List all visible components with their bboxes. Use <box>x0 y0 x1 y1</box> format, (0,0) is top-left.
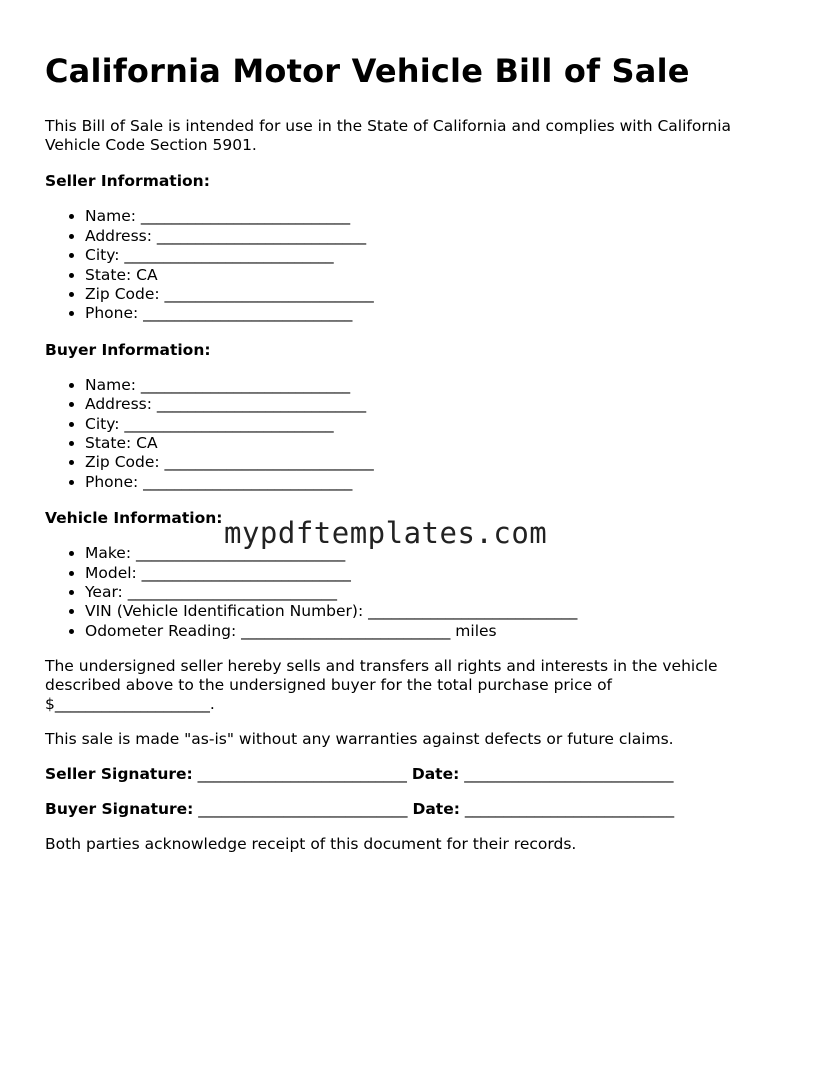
seller-signature-line <box>45 765 785 784</box>
intro-paragraph: This Bill of Sale is intended for use in the State of California and complies with California Vehicle Code Section 5901. <box>45 117 732 155</box>
buyer-city-item: • City: ___________________________ <box>85 415 785 434</box>
vehicle-odometer-item: • Odometer Reading: ___________________________ miles <box>85 622 785 641</box>
seller-date-blank: ___________________________ <box>459 765 674 784</box>
buyer-phone-item: • Phone: ___________________________ <box>85 473 785 492</box>
seller-state-item: • State: CA <box>85 266 785 285</box>
buyer-signature-label: Buyer Signature: <box>45 800 194 819</box>
as-is-paragraph: This sale is made "as-is" without any warranties against defects or future claims. <box>45 730 674 749</box>
transfer-paragraph: The undersigned seller hereby sells and transfers all rights and interests in the vehicle described above to the undersigned buyer for the total purchase price of $____________________. <box>45 657 718 714</box>
buyer-zip-item: • Zip Code: ___________________________ <box>85 453 785 472</box>
buyer-list <box>45 376 785 492</box>
vehicle-model-item: • Model: ___________________________ <box>85 564 785 583</box>
vehicle-year-item: • Year: ___________________________ <box>85 583 785 602</box>
vehicle-make-item: • Make: ___________________________ <box>85 544 785 563</box>
seller-address-item: • Address: ___________________________ <box>85 227 785 246</box>
buyer-date-blank: ___________________________ <box>459 800 675 819</box>
buyer-signature-line <box>45 800 785 819</box>
buyer-address-item: • Address: ___________________________ <box>85 395 785 414</box>
document-page <box>45 52 785 854</box>
buyer-date-label: Date: <box>412 800 460 819</box>
buyer-name-item: • Name: ___________________________ <box>85 376 785 395</box>
seller-zip-item: • Zip Code: ___________________________ <box>85 285 785 304</box>
seller-name-item: • Name: ___________________________ <box>85 207 785 226</box>
vehicle-list <box>45 544 785 641</box>
watermark-text: mypdftemplates.com <box>224 516 548 550</box>
seller-heading: Seller Information: <box>45 172 210 191</box>
document-title: California Motor Vehicle Bill of Sale <box>45 52 690 90</box>
seller-signature-label: Seller Signature: <box>45 765 193 784</box>
seller-city-item: • City: ___________________________ <box>85 246 785 265</box>
seller-date-label: Date: <box>411 765 460 784</box>
seller-list <box>45 207 785 323</box>
buyer-heading: Buyer Information: <box>45 340 211 359</box>
vehicle-vin-item: • VIN (Vehicle Identification Number): ___________________________ <box>85 602 785 621</box>
buyer-state-item: • State: CA <box>85 434 785 453</box>
seller-signature-blank: ___________________________ <box>192 765 412 784</box>
seller-phone-item: • Phone: ___________________________ <box>85 304 785 323</box>
buyer-signature-blank: ___________________________ <box>193 800 413 819</box>
vehicle-heading: Vehicle Information: <box>45 509 223 528</box>
acknowledgement-paragraph: Both parties acknowledge receipt of this document for their records. <box>45 835 577 854</box>
